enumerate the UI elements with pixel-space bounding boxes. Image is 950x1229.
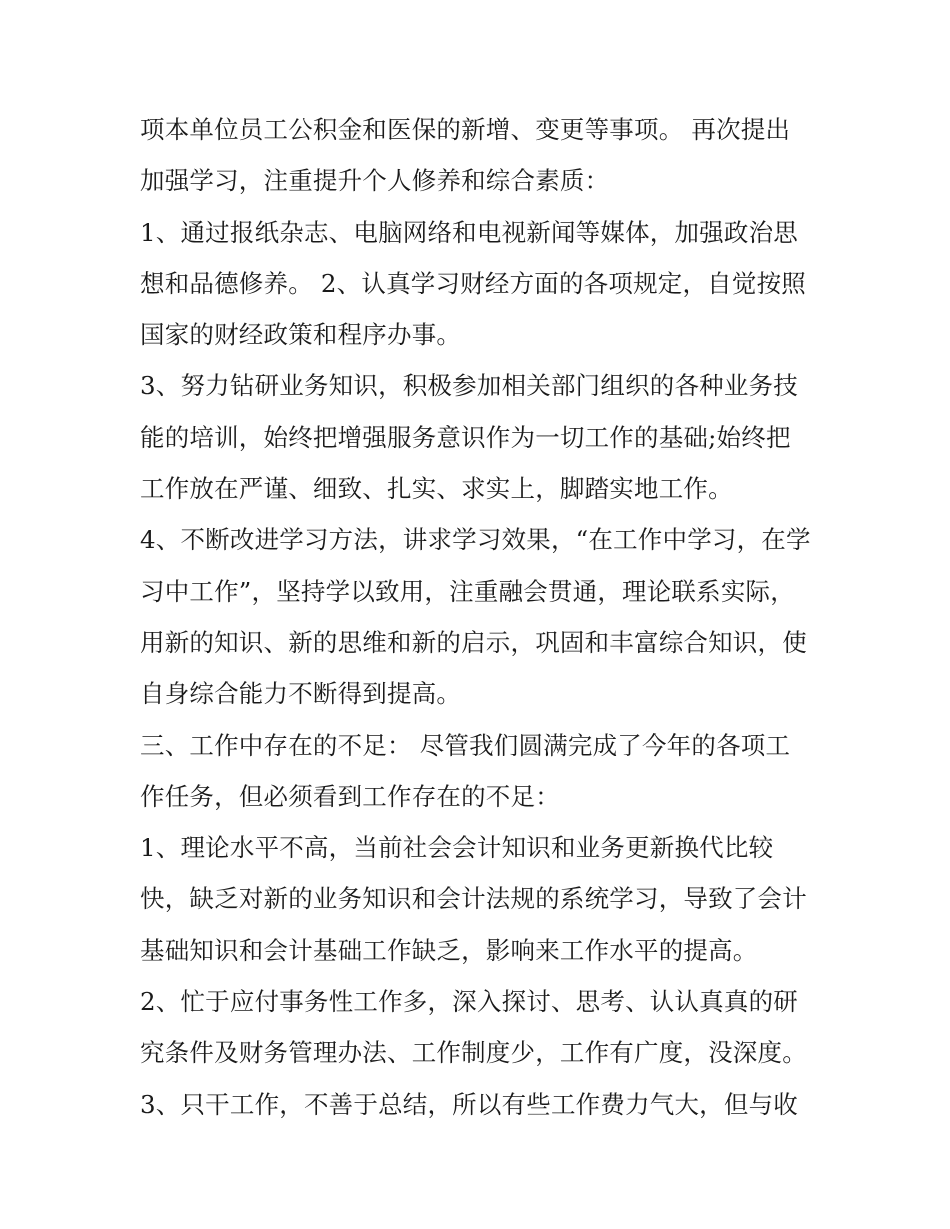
text-line: 工作放在严谨、细致、扎实、求实上，脚踏实地工作。 [140,474,733,504]
text-line: 3、只干工作，不善于总结，所以有些工作费力气大，但与收 [140,1089,798,1119]
text-line: 4、不断改进学习方法，讲求学习效果，“在工作中学习，在学 [140,525,811,555]
text-line: 想和品德修养。 2、认真学习财经方面的各项规定，自觉按照 [140,268,806,298]
text-line: 加强学习，注重提升个人修养和综合素质： [140,166,610,196]
body-text [140,104,830,1130]
text-line: 2、忙于应付事务性工作多，深入探讨、思考、认认真真的研 [140,987,798,1017]
text-line: 究条件及财务管理办法、工作制度少，工作有广度，没深度。 [140,1038,807,1068]
text-line: 三、工作中存在的不足： 尽管我们圆满完成了今年的各项工 [140,730,791,760]
text-line: 1、理论水平不高，当前社会会计知识和业务更新换代比较 [140,833,774,863]
text-line: 国家的财经政策和程序办事。 [140,320,462,350]
text-line: 用新的知识、新的思维和新的启示，巩固和丰富综合知识，使 [140,627,807,657]
text-line: 基础知识和会计基础工作缺乏，影响来工作水平的提高。 [140,935,758,965]
text-line: 作任务，但必须看到工作存在的不足： [140,781,560,811]
text-line: 快，缺乏对新的业务知识和会计法规的系统学习，导致了会计 [140,884,807,914]
text-line: 1、通过报纸杂志、电脑网络和电视新闻等媒体，加强政治思 [140,217,798,247]
text-line: 自身综合能力不断得到提高。 [140,679,462,709]
text-line: 能的培训，始终把增强服务意识作为一切工作的基础;始终把 [140,422,791,452]
text-line: 项本单位员工公积金和医保的新增、变更等事项。 再次提出 [140,115,791,144]
text-line: 3、努力钻研业务知识，积极参加相关部门组织的各种业务技 [140,371,798,401]
text-line: 习中工作”，坚持学以致用，注重融会贯通，理论联系实际， [140,576,795,606]
